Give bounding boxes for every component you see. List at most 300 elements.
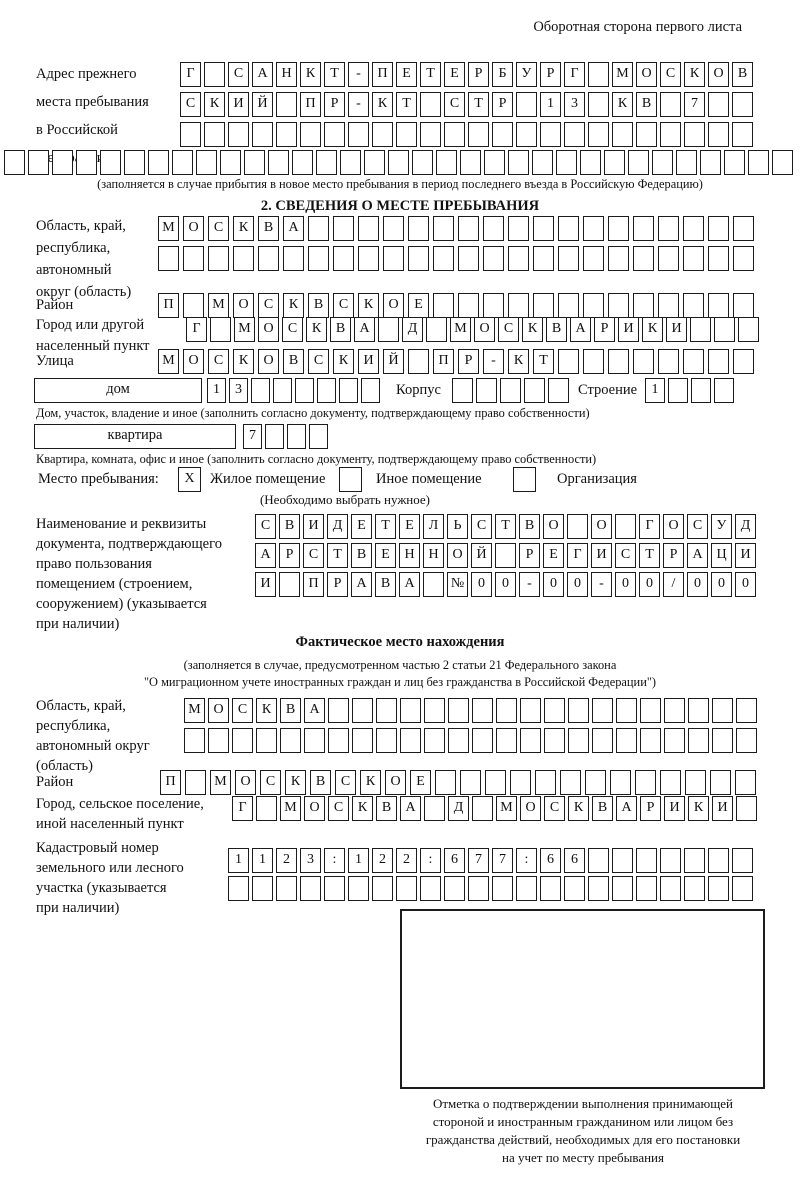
char-cell[interactable] — [483, 246, 504, 271]
char-cell[interactable]: О — [708, 62, 729, 87]
char-cell[interactable]: Й — [471, 543, 492, 568]
char-cell[interactable] — [660, 92, 681, 117]
char-cell[interactable]: О — [520, 796, 541, 821]
char-cell[interactable] — [423, 572, 444, 597]
char-cell[interactable] — [520, 728, 541, 753]
char-cell[interactable]: А — [255, 543, 276, 568]
char-cell[interactable]: С — [615, 543, 636, 568]
char-cell[interactable]: 1 — [207, 378, 226, 403]
char-cell[interactable]: Р — [458, 349, 479, 374]
char-cell[interactable]: К — [642, 317, 663, 342]
char-cell[interactable]: К — [372, 92, 393, 117]
char-cell[interactable]: Й — [383, 349, 404, 374]
char-cell[interactable]: Е — [375, 543, 396, 568]
char-cell[interactable] — [660, 876, 681, 901]
char-cell[interactable] — [376, 728, 397, 753]
char-cell[interactable]: Т — [420, 62, 441, 87]
char-cell[interactable] — [685, 770, 706, 795]
char-cell[interactable] — [658, 293, 679, 318]
char-cell[interactable]: 3 — [300, 848, 321, 873]
char-cell[interactable]: П — [303, 572, 324, 597]
char-cell[interactable] — [732, 122, 753, 147]
char-cell[interactable]: М — [234, 317, 255, 342]
char-cell[interactable]: 0 — [735, 572, 756, 597]
char-cell[interactable]: П — [372, 62, 393, 87]
char-cell[interactable]: Т — [396, 92, 417, 117]
char-cell[interactable]: Е — [399, 514, 420, 539]
char-cell[interactable] — [408, 246, 429, 271]
char-cell[interactable] — [476, 378, 497, 403]
char-cell[interactable] — [580, 150, 601, 175]
char-cell[interactable]: С — [471, 514, 492, 539]
char-cell[interactable] — [324, 122, 345, 147]
char-cell[interactable]: Й — [252, 92, 273, 117]
char-cell[interactable] — [484, 150, 505, 175]
char-cell[interactable]: С — [303, 543, 324, 568]
char-cell[interactable] — [316, 150, 337, 175]
char-cell[interactable] — [436, 150, 457, 175]
char-cell[interactable]: Д — [448, 796, 469, 821]
char-cell[interactable]: К — [612, 92, 633, 117]
char-cell[interactable]: Е — [543, 543, 564, 568]
char-cell[interactable] — [458, 216, 479, 241]
char-cell[interactable] — [333, 216, 354, 241]
char-cell[interactable] — [185, 770, 206, 795]
char-cell[interactable] — [636, 876, 657, 901]
char-cell[interactable] — [616, 698, 637, 723]
char-cell[interactable]: У — [711, 514, 732, 539]
char-cell[interactable]: А — [570, 317, 591, 342]
char-cell[interactable] — [683, 349, 704, 374]
char-cell[interactable] — [444, 876, 465, 901]
char-cell[interactable] — [684, 876, 705, 901]
char-cell[interactable]: : — [324, 848, 345, 873]
char-cell[interactable]: П — [300, 92, 321, 117]
char-cell[interactable] — [658, 246, 679, 271]
char-cell[interactable]: С — [444, 92, 465, 117]
char-cell[interactable] — [460, 150, 481, 175]
char-cell[interactable]: М — [158, 216, 179, 241]
char-cell[interactable]: Т — [495, 514, 516, 539]
char-cell[interactable]: 7 — [684, 92, 705, 117]
char-cell[interactable] — [688, 698, 709, 723]
char-cell[interactable]: О — [385, 770, 406, 795]
char-cell[interactable]: В — [375, 572, 396, 597]
char-cell[interactable] — [708, 848, 729, 873]
char-cell[interactable]: Г — [180, 62, 201, 87]
char-cell[interactable]: И — [228, 92, 249, 117]
char-cell[interactable]: Л — [423, 514, 444, 539]
char-cell[interactable]: Т — [533, 349, 554, 374]
char-cell[interactable]: В — [283, 349, 304, 374]
char-cell[interactable]: К — [508, 349, 529, 374]
char-cell[interactable] — [252, 876, 273, 901]
char-cell[interactable]: Е — [444, 62, 465, 87]
char-cell[interactable]: О — [663, 514, 684, 539]
char-cell[interactable] — [408, 216, 429, 241]
char-cell[interactable]: С — [208, 349, 229, 374]
char-cell[interactable]: В — [546, 317, 567, 342]
char-cell[interactable]: И — [358, 349, 379, 374]
char-cell[interactable] — [608, 246, 629, 271]
char-cell[interactable] — [684, 848, 705, 873]
char-cell[interactable] — [424, 698, 445, 723]
char-cell[interactable] — [733, 349, 754, 374]
char-cell[interactable]: С — [333, 293, 354, 318]
char-cell[interactable] — [251, 378, 270, 403]
char-cell[interactable] — [633, 246, 654, 271]
char-cell[interactable] — [583, 293, 604, 318]
char-cell[interactable]: 6 — [564, 848, 585, 873]
char-cell[interactable] — [564, 876, 585, 901]
char-cell[interactable] — [558, 216, 579, 241]
char-cell[interactable] — [664, 728, 685, 753]
char-cell[interactable] — [612, 848, 633, 873]
char-cell[interactable]: 2 — [396, 848, 417, 873]
char-cell[interactable] — [708, 92, 729, 117]
char-cell[interactable]: Н — [399, 543, 420, 568]
char-cell[interactable]: К — [306, 317, 327, 342]
char-cell[interactable] — [660, 770, 681, 795]
char-cell[interactable] — [615, 514, 636, 539]
char-cell[interactable] — [448, 698, 469, 723]
char-cell[interactable] — [660, 122, 681, 147]
char-cell[interactable]: С — [660, 62, 681, 87]
char-cell[interactable] — [244, 150, 265, 175]
char-cell[interactable] — [612, 122, 633, 147]
char-cell[interactable] — [372, 122, 393, 147]
char-cell[interactable]: А — [354, 317, 375, 342]
char-cell[interactable] — [424, 796, 445, 821]
char-cell[interactable] — [378, 317, 399, 342]
char-cell[interactable] — [458, 246, 479, 271]
char-cell[interactable]: О — [258, 349, 279, 374]
char-cell[interactable] — [420, 92, 441, 117]
char-cell[interactable] — [328, 728, 349, 753]
char-cell[interactable] — [588, 876, 609, 901]
char-cell[interactable] — [660, 848, 681, 873]
char-cell[interactable]: Е — [351, 514, 372, 539]
char-cell[interactable] — [183, 293, 204, 318]
char-cell[interactable]: О — [447, 543, 468, 568]
char-cell[interactable]: С — [255, 514, 276, 539]
char-cell[interactable]: М — [612, 62, 633, 87]
char-cell[interactable] — [710, 770, 731, 795]
char-cell[interactable] — [520, 698, 541, 723]
char-cell[interactable]: 6 — [444, 848, 465, 873]
char-cell[interactable] — [485, 770, 506, 795]
char-cell[interactable]: О — [233, 293, 254, 318]
char-cell[interactable] — [714, 378, 734, 403]
char-cell[interactable] — [508, 293, 529, 318]
char-cell[interactable] — [628, 150, 649, 175]
char-cell[interactable] — [524, 378, 545, 403]
char-cell[interactable] — [616, 728, 637, 753]
char-cell[interactable] — [158, 246, 179, 271]
char-cell[interactable] — [383, 216, 404, 241]
char-cell[interactable]: - — [348, 92, 369, 117]
char-cell[interactable] — [608, 349, 629, 374]
char-cell[interactable] — [508, 150, 529, 175]
char-cell[interactable]: 0 — [687, 572, 708, 597]
char-cell[interactable] — [472, 728, 493, 753]
char-cell[interactable] — [604, 150, 625, 175]
char-cell[interactable]: 7 — [243, 424, 262, 449]
char-cell[interactable] — [544, 728, 565, 753]
char-cell[interactable] — [196, 150, 217, 175]
char-cell[interactable] — [424, 728, 445, 753]
char-cell[interactable]: И — [618, 317, 639, 342]
char-cell[interactable]: К — [684, 62, 705, 87]
char-cell[interactable]: Р — [594, 317, 615, 342]
char-cell[interactable]: В — [592, 796, 613, 821]
char-cell[interactable]: : — [516, 848, 537, 873]
char-cell[interactable]: 1 — [252, 848, 273, 873]
char-cell[interactable]: В — [351, 543, 372, 568]
char-cell[interactable]: С — [260, 770, 281, 795]
char-cell[interactable] — [558, 246, 579, 271]
char-cell[interactable]: С — [687, 514, 708, 539]
char-cell[interactable] — [468, 876, 489, 901]
char-cell[interactable] — [252, 122, 273, 147]
char-cell[interactable] — [533, 293, 554, 318]
char-cell[interactable]: 1 — [348, 848, 369, 873]
char-cell[interactable]: О — [208, 698, 229, 723]
char-cell[interactable]: 0 — [543, 572, 564, 597]
char-cell[interactable]: 0 — [615, 572, 636, 597]
char-cell[interactable]: С — [544, 796, 565, 821]
char-cell[interactable]: Т — [468, 92, 489, 117]
char-cell[interactable] — [583, 349, 604, 374]
char-cell[interactable]: С — [180, 92, 201, 117]
char-cell[interactable] — [287, 424, 306, 449]
char-cell[interactable] — [633, 216, 654, 241]
char-cell[interactable]: В — [636, 92, 657, 117]
char-cell[interactable]: Т — [327, 543, 348, 568]
char-cell[interactable] — [708, 349, 729, 374]
char-cell[interactable] — [372, 876, 393, 901]
char-cell[interactable] — [180, 122, 201, 147]
char-cell[interactable] — [448, 728, 469, 753]
char-cell[interactable]: К — [300, 62, 321, 87]
char-cell[interactable]: С — [228, 62, 249, 87]
char-cell[interactable] — [688, 728, 709, 753]
char-cell[interactable]: К — [358, 293, 379, 318]
char-cell[interactable]: К — [568, 796, 589, 821]
char-cell[interactable]: М — [496, 796, 517, 821]
char-cell[interactable]: К — [283, 293, 304, 318]
char-cell[interactable] — [714, 317, 735, 342]
char-cell[interactable]: Г — [567, 543, 588, 568]
char-cell[interactable]: Т — [324, 62, 345, 87]
char-cell[interactable]: О — [183, 216, 204, 241]
char-cell[interactable]: Г — [564, 62, 585, 87]
char-cell[interactable] — [708, 876, 729, 901]
char-cell[interactable] — [736, 728, 757, 753]
char-cell[interactable]: - — [591, 572, 612, 597]
char-cell[interactable]: Р — [492, 92, 513, 117]
char-cell[interactable]: М — [158, 349, 179, 374]
char-cell[interactable] — [483, 293, 504, 318]
char-cell[interactable] — [540, 122, 561, 147]
char-cell[interactable] — [273, 378, 292, 403]
char-cell[interactable] — [635, 770, 656, 795]
char-cell[interactable]: 0 — [711, 572, 732, 597]
char-cell[interactable] — [352, 698, 373, 723]
char-cell[interactable] — [28, 150, 49, 175]
char-cell[interactable] — [256, 796, 277, 821]
char-cell[interactable] — [588, 122, 609, 147]
char-cell[interactable] — [608, 216, 629, 241]
char-cell[interactable]: - — [348, 62, 369, 87]
char-cell[interactable]: Р — [540, 62, 561, 87]
char-cell[interactable] — [658, 216, 679, 241]
checkbox-other-premises[interactable] — [339, 467, 362, 492]
char-cell[interactable]: К — [333, 349, 354, 374]
char-cell[interactable] — [208, 728, 229, 753]
char-cell[interactable] — [308, 246, 329, 271]
char-cell[interactable] — [458, 293, 479, 318]
char-cell[interactable] — [283, 246, 304, 271]
char-cell[interactable]: П — [158, 293, 179, 318]
char-cell[interactable]: К — [688, 796, 709, 821]
char-cell[interactable] — [516, 876, 537, 901]
char-cell[interactable] — [317, 378, 336, 403]
char-cell[interactable]: С — [308, 349, 329, 374]
char-cell[interactable]: Р — [324, 92, 345, 117]
char-cell[interactable]: М — [280, 796, 301, 821]
char-cell[interactable]: А — [252, 62, 273, 87]
char-cell[interactable] — [208, 246, 229, 271]
char-cell[interactable] — [358, 246, 379, 271]
char-cell[interactable]: 2 — [276, 848, 297, 873]
char-cell[interactable] — [376, 698, 397, 723]
char-cell[interactable]: О — [636, 62, 657, 87]
char-cell[interactable] — [300, 122, 321, 147]
char-cell[interactable]: Р — [519, 543, 540, 568]
char-cell[interactable] — [433, 216, 454, 241]
char-cell[interactable]: Е — [396, 62, 417, 87]
char-cell[interactable] — [496, 728, 517, 753]
char-cell[interactable] — [540, 876, 561, 901]
char-cell[interactable]: И — [712, 796, 733, 821]
char-cell[interactable] — [348, 876, 369, 901]
char-cell[interactable]: П — [160, 770, 181, 795]
char-cell[interactable]: В — [258, 216, 279, 241]
char-cell[interactable]: 0 — [471, 572, 492, 597]
char-cell[interactable] — [735, 770, 756, 795]
char-cell[interactable] — [700, 150, 721, 175]
char-cell[interactable] — [633, 293, 654, 318]
char-cell[interactable] — [433, 246, 454, 271]
char-cell[interactable]: О — [258, 317, 279, 342]
char-cell[interactable]: О — [183, 349, 204, 374]
char-cell[interactable] — [564, 122, 585, 147]
char-cell[interactable]: В — [308, 293, 329, 318]
char-cell[interactable] — [748, 150, 769, 175]
char-cell[interactable]: М — [208, 293, 229, 318]
char-cell[interactable]: О — [235, 770, 256, 795]
char-cell[interactable] — [592, 728, 613, 753]
char-cell[interactable] — [684, 122, 705, 147]
char-cell[interactable] — [300, 876, 321, 901]
char-cell[interactable]: О — [383, 293, 404, 318]
char-cell[interactable] — [184, 728, 205, 753]
char-cell[interactable] — [636, 848, 657, 873]
char-cell[interactable] — [348, 122, 369, 147]
char-cell[interactable] — [500, 378, 521, 403]
char-cell[interactable]: С — [258, 293, 279, 318]
char-cell[interactable]: К — [360, 770, 381, 795]
char-cell[interactable] — [495, 543, 516, 568]
char-cell[interactable] — [733, 293, 754, 318]
char-cell[interactable] — [691, 378, 711, 403]
char-cell[interactable] — [612, 876, 633, 901]
char-cell[interactable]: М — [450, 317, 471, 342]
char-cell[interactable]: 6 — [540, 848, 561, 873]
char-cell[interactable] — [396, 876, 417, 901]
char-cell[interactable] — [676, 150, 697, 175]
char-cell[interactable] — [668, 378, 688, 403]
char-cell[interactable] — [683, 216, 704, 241]
char-cell[interactable] — [124, 150, 145, 175]
char-cell[interactable] — [508, 246, 529, 271]
char-cell[interactable] — [658, 349, 679, 374]
char-cell[interactable] — [583, 216, 604, 241]
char-cell[interactable] — [640, 728, 661, 753]
char-cell[interactable] — [664, 698, 685, 723]
char-cell[interactable] — [420, 876, 441, 901]
char-cell[interactable]: Д — [735, 514, 756, 539]
char-cell[interactable]: Р — [279, 543, 300, 568]
char-cell[interactable] — [516, 92, 537, 117]
char-cell[interactable] — [435, 770, 456, 795]
char-cell[interactable]: Н — [423, 543, 444, 568]
char-cell[interactable]: А — [399, 572, 420, 597]
char-cell[interactable]: А — [616, 796, 637, 821]
char-cell[interactable] — [556, 150, 577, 175]
char-cell[interactable]: М — [210, 770, 231, 795]
char-cell[interactable] — [510, 770, 531, 795]
char-cell[interactable] — [233, 246, 254, 271]
char-cell[interactable]: Д — [402, 317, 423, 342]
char-cell[interactable]: Ь — [447, 514, 468, 539]
char-cell[interactable] — [544, 698, 565, 723]
char-cell[interactable] — [396, 122, 417, 147]
char-cell[interactable]: К — [233, 349, 254, 374]
char-cell[interactable]: М — [184, 698, 205, 723]
char-cell[interactable]: Г — [639, 514, 660, 539]
char-cell[interactable] — [420, 122, 441, 147]
char-cell[interactable]: И — [255, 572, 276, 597]
char-cell[interactable]: В — [310, 770, 331, 795]
char-cell[interactable] — [690, 317, 711, 342]
char-cell[interactable] — [265, 424, 284, 449]
char-cell[interactable] — [567, 514, 588, 539]
char-cell[interactable]: 1 — [645, 378, 665, 403]
checkbox-organization[interactable] — [513, 467, 536, 492]
char-cell[interactable]: С — [498, 317, 519, 342]
char-cell[interactable]: В — [732, 62, 753, 87]
char-cell[interactable]: А — [283, 216, 304, 241]
char-cell[interactable]: К — [285, 770, 306, 795]
char-cell[interactable] — [483, 216, 504, 241]
char-cell[interactable] — [204, 62, 225, 87]
char-cell[interactable]: 1 — [228, 848, 249, 873]
char-cell[interactable] — [383, 246, 404, 271]
char-cell[interactable] — [280, 728, 301, 753]
char-cell[interactable] — [228, 122, 249, 147]
